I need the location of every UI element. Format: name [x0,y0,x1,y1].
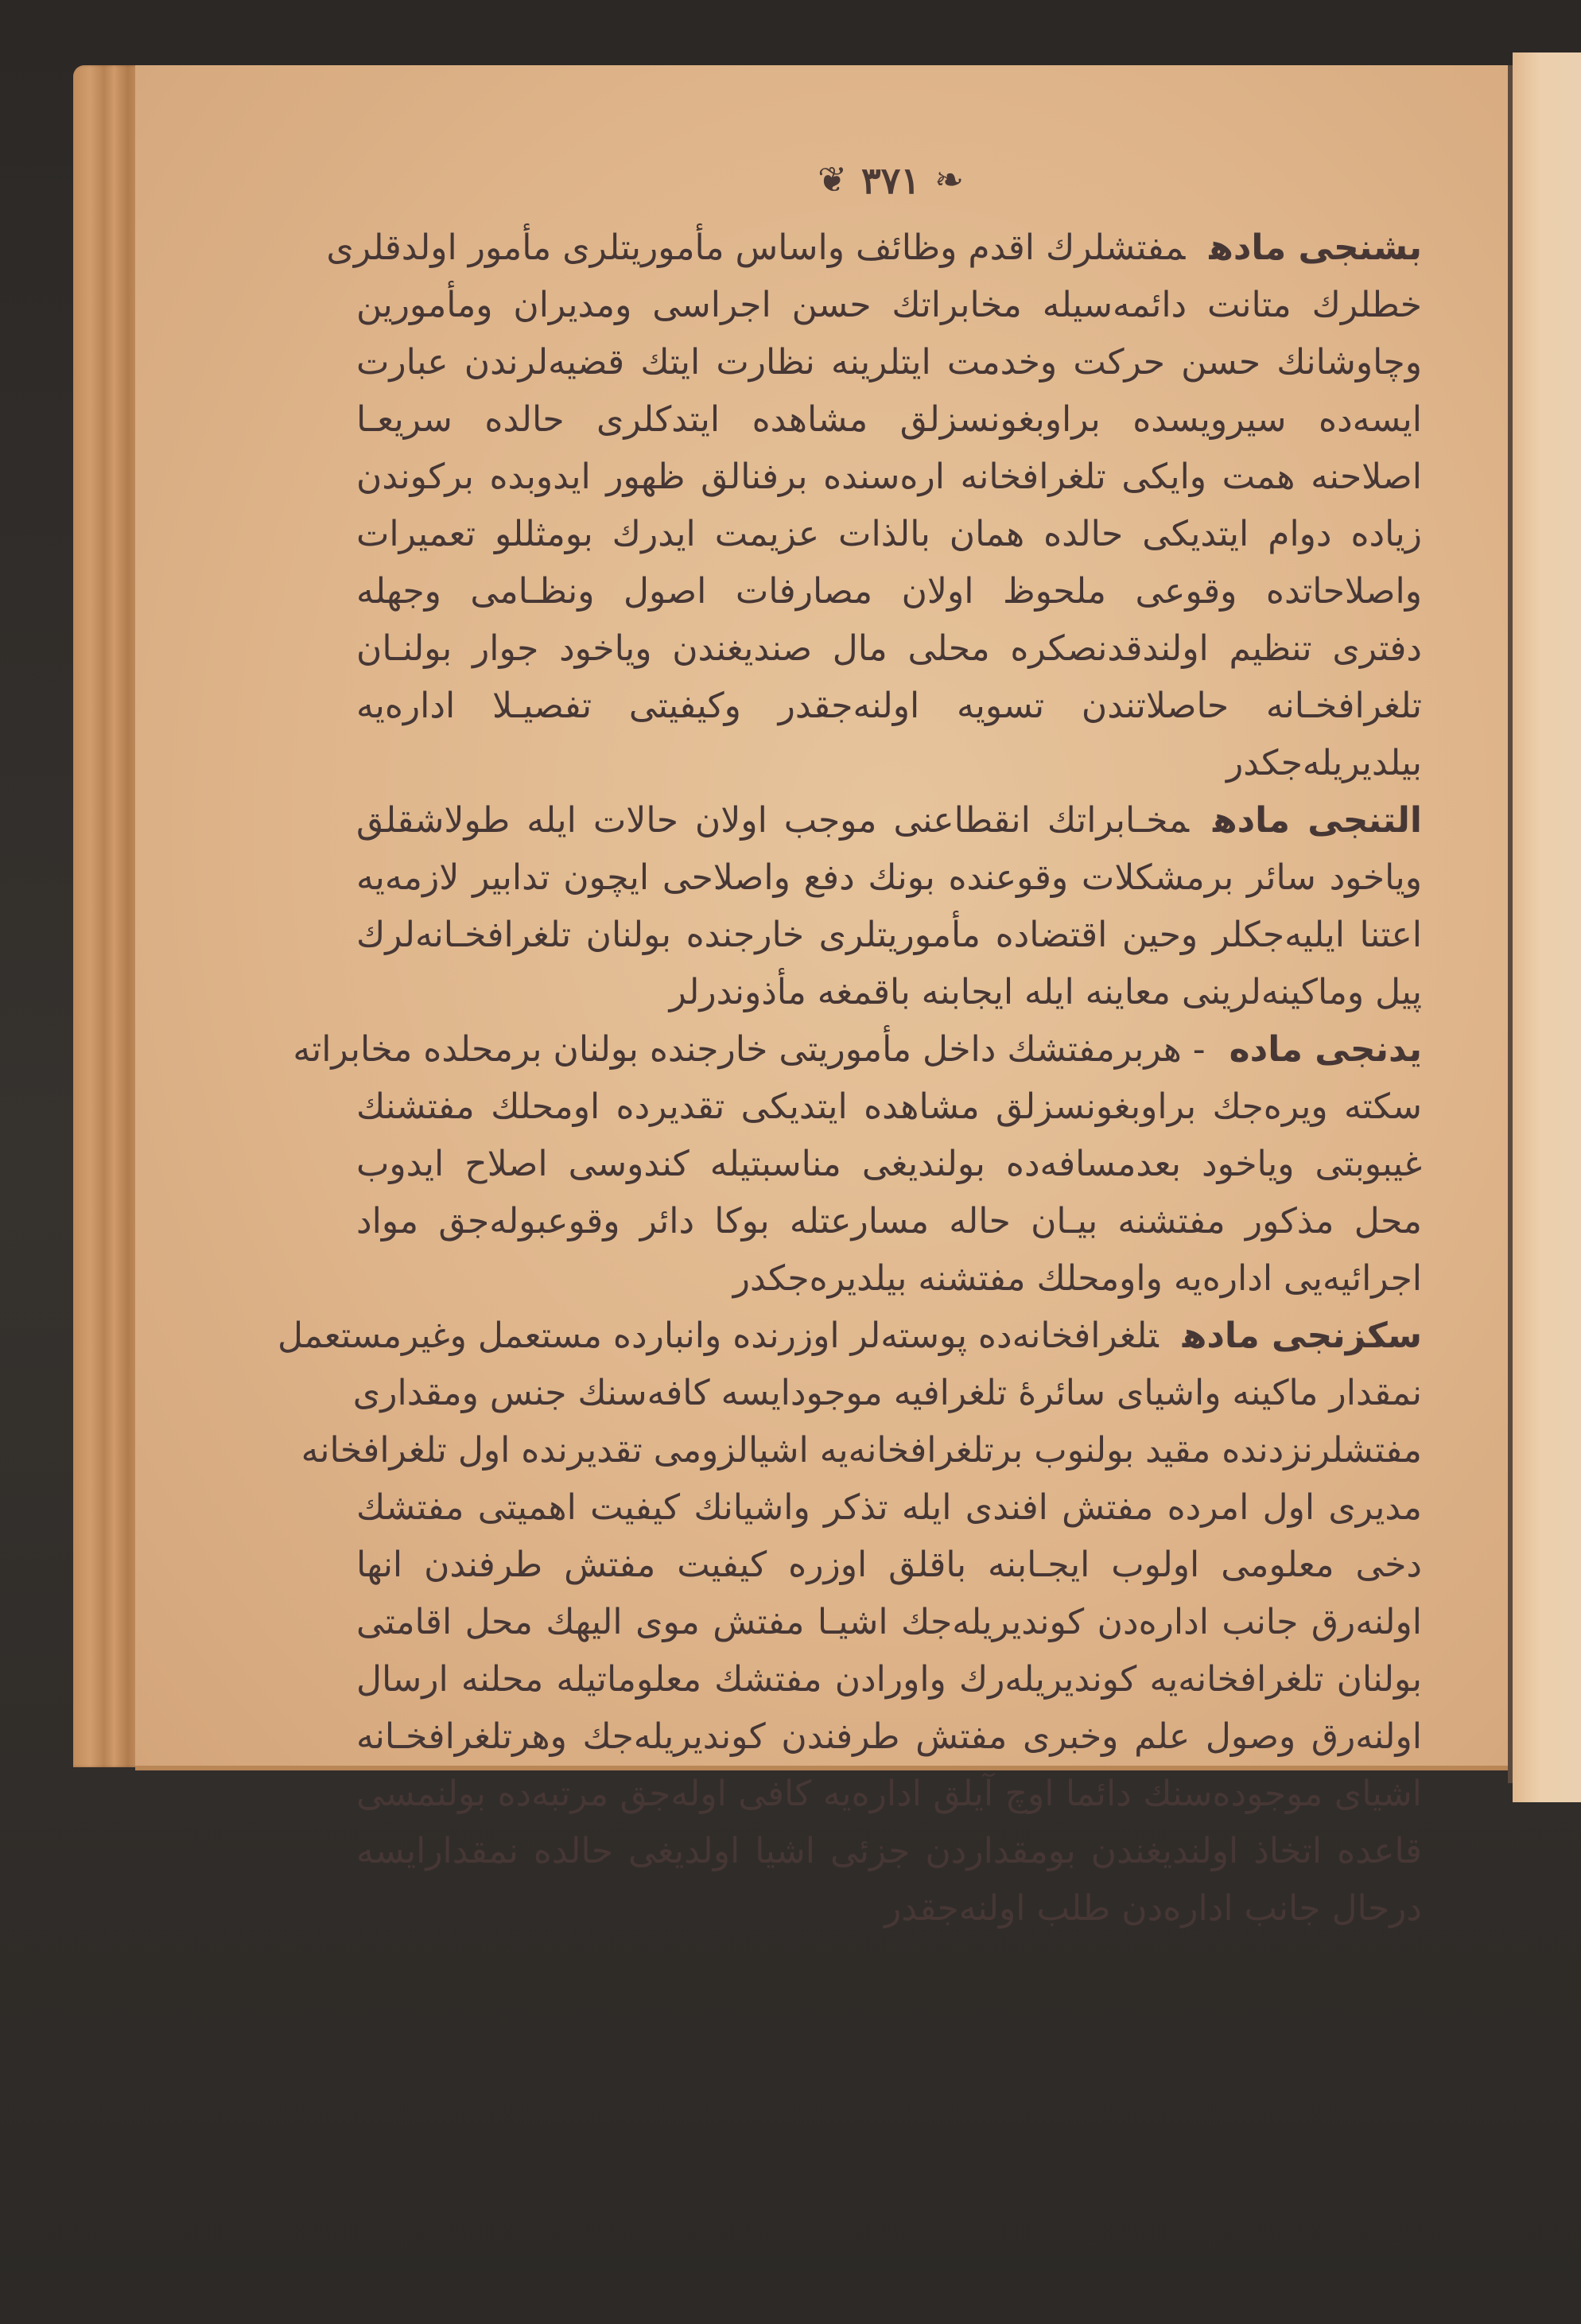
article-7 [293,1021,1422,1308]
article-8 [277,1308,1422,1937]
facing-page-edge [1513,52,1581,1802]
ornament-left-icon: ❦ [818,160,847,200]
text-line: سكزنجی مادهتلغرافخانه‌ده پوسته‌لر اوزرنده وانبارده مستعمل وغيرمستعمل [277,1316,1422,1356]
text-line: وچاوشانك حسن حركت وخدمت ايتلرينه نظارت ايتك قضيه‌لرندن عبارت [356,342,1422,383]
article-label: بشنجی ماده [1209,227,1422,268]
text-line: نمقدار ماكينه واشيای سائرۀ تلغرافيه موجودايسه كافه‌سنك جنس ومقداری [352,1373,1422,1413]
article-label: يدنجی ماده [1229,1029,1422,1070]
text-line: زياده دوام ايتديكی حالده همان بالذات عزيمت ايدرك بومثللو تعميرات [356,514,1422,554]
text-line: بيلديريله‌جكدر [1226,743,1422,783]
text-line: محل مذكور مفتشنه بيـان حاله مسارعتله بوكا دائر وقوعبوله‌جق مواد [356,1201,1422,1242]
book-page-edges [73,65,142,1767]
article-label: سكزنجی ماده [1182,1316,1422,1356]
text-line: تلغرافخـانه حاصلاتندن تسويه اولنه‌جقدر وكيفيتی تفصيـلا اداره‌يه [356,686,1422,726]
text-line: اولنه‌رق جانب اداره‌دن كونديريله‌جك اشيـا مفتش موی اليهك محل اقامتی [356,1602,1422,1642]
article-5 [326,220,1422,792]
article-label: التنجی ماده [1213,800,1423,841]
text-line: اولنه‌رق وصول علم وخبری مفتش طرفندن كونديريله‌جك وهرتلغرافخـانه [356,1716,1422,1757]
text-line: ايسه‌ده سيرويسده براوبغونسزلق مشاهده ايتدكلری حالده سريعـا [356,399,1422,440]
ornament-right-icon: ❧ [934,160,964,200]
text-line: قاعده اتخاذ اولنديغندن بومقداردن جزئی اشيا اولديغی حالده نمقدارايسه [356,1831,1422,1871]
text-line: سكته ويره‌جك براوبغونسزلق مشاهده ايتديكی تقديرده اومحلك مفتشنك [356,1086,1422,1127]
text-line: وياخود سائر برمشكلات وقوعنده بونك دفع واصلاحی ايچون تدابير لازمه‌يه [356,857,1422,898]
article-6 [356,792,1422,1021]
body-text [277,220,1423,1937]
text-line: دفتری تنظيم اولندقدنصكره محلی مال صندیغندن وياخود جوار بولنـان [356,628,1422,669]
text-line: بولنان تلغرافخانه‌يه كونديريله‌رك واورادن مفتشك معلوماتيله محلنه ارسال [356,1659,1422,1700]
text-line: دخی معلومی اولوب ايجـابنه باقلق اوزره كيفيت مفتش طرفندن انها [356,1545,1422,1585]
text-line: غيبوبتی وياخود بعدمسافه‌ده بولنديغی مناسبتيله كندوسی اصلاح ايدوب [356,1144,1422,1184]
text-line: بشنجی مادهمفتشلرك اقدم وظائف واساس مأموريتلری مأمور اولدقلری [326,227,1422,268]
text-line: يدنجی ماده- هربرمفتشك داخل مأموريتی خارجنده بولنان برمحلده مخابراته [293,1029,1422,1070]
page-number: ٣٧١ [860,159,921,202]
page-header [787,159,994,202]
text-line: مديری اول امرده مفتش افندی ايله تذكر واشيانك كيفيت اهميتی مفتشك [356,1487,1422,1528]
text-line: اجرائيه‌يی اداره‌يه واومحلك مفتشنه بيلديره‌جكدر [732,1258,1422,1299]
text-line: درحال جانب اداره‌دن طلب اولنه‌جقدر [884,1888,1422,1929]
text-line: مفتشلرنزدنده مقيد بولنوب برتلغرافخانه‌يه اشيالزومی تقديرنده اول تلغرافخانه [301,1430,1422,1471]
text-line: اصلاحنه همت وايكی تلغرافخانه اره‌سنده برفنالق ظهور ايدوبده بركوندن [356,457,1422,497]
text-line: اشيای موجوده‌سنك دائما اوچ آيلق اداره‌يه كافی اوله‌جق مرتبه‌ده بولنمسی [356,1774,1422,1814]
text-line: اعتنا ايليه‌جكلر وحين اقتضاده مأموريتلری خارجنده بولنان تلغرافخـانه‌لرك [356,915,1422,955]
text-line: پيل وماكينه‌لرينی معاينه ايله ايجابنه باقمغه مأذوندرلر [669,972,1422,1012]
text-line: التنجی مادهمخـابراتك انقطاعنی موجب اولان حالات ايله طولاشقلق [356,800,1423,841]
text-line: خطلرك متانت دائمه‌سيله مخابراتك حسن اجراسی ومديران ومأمورين [356,285,1422,325]
text-line: واصلاحاتده وقوعی ملحوظ اولان مصارفات اصول ونظـامی وجهله [356,571,1422,612]
